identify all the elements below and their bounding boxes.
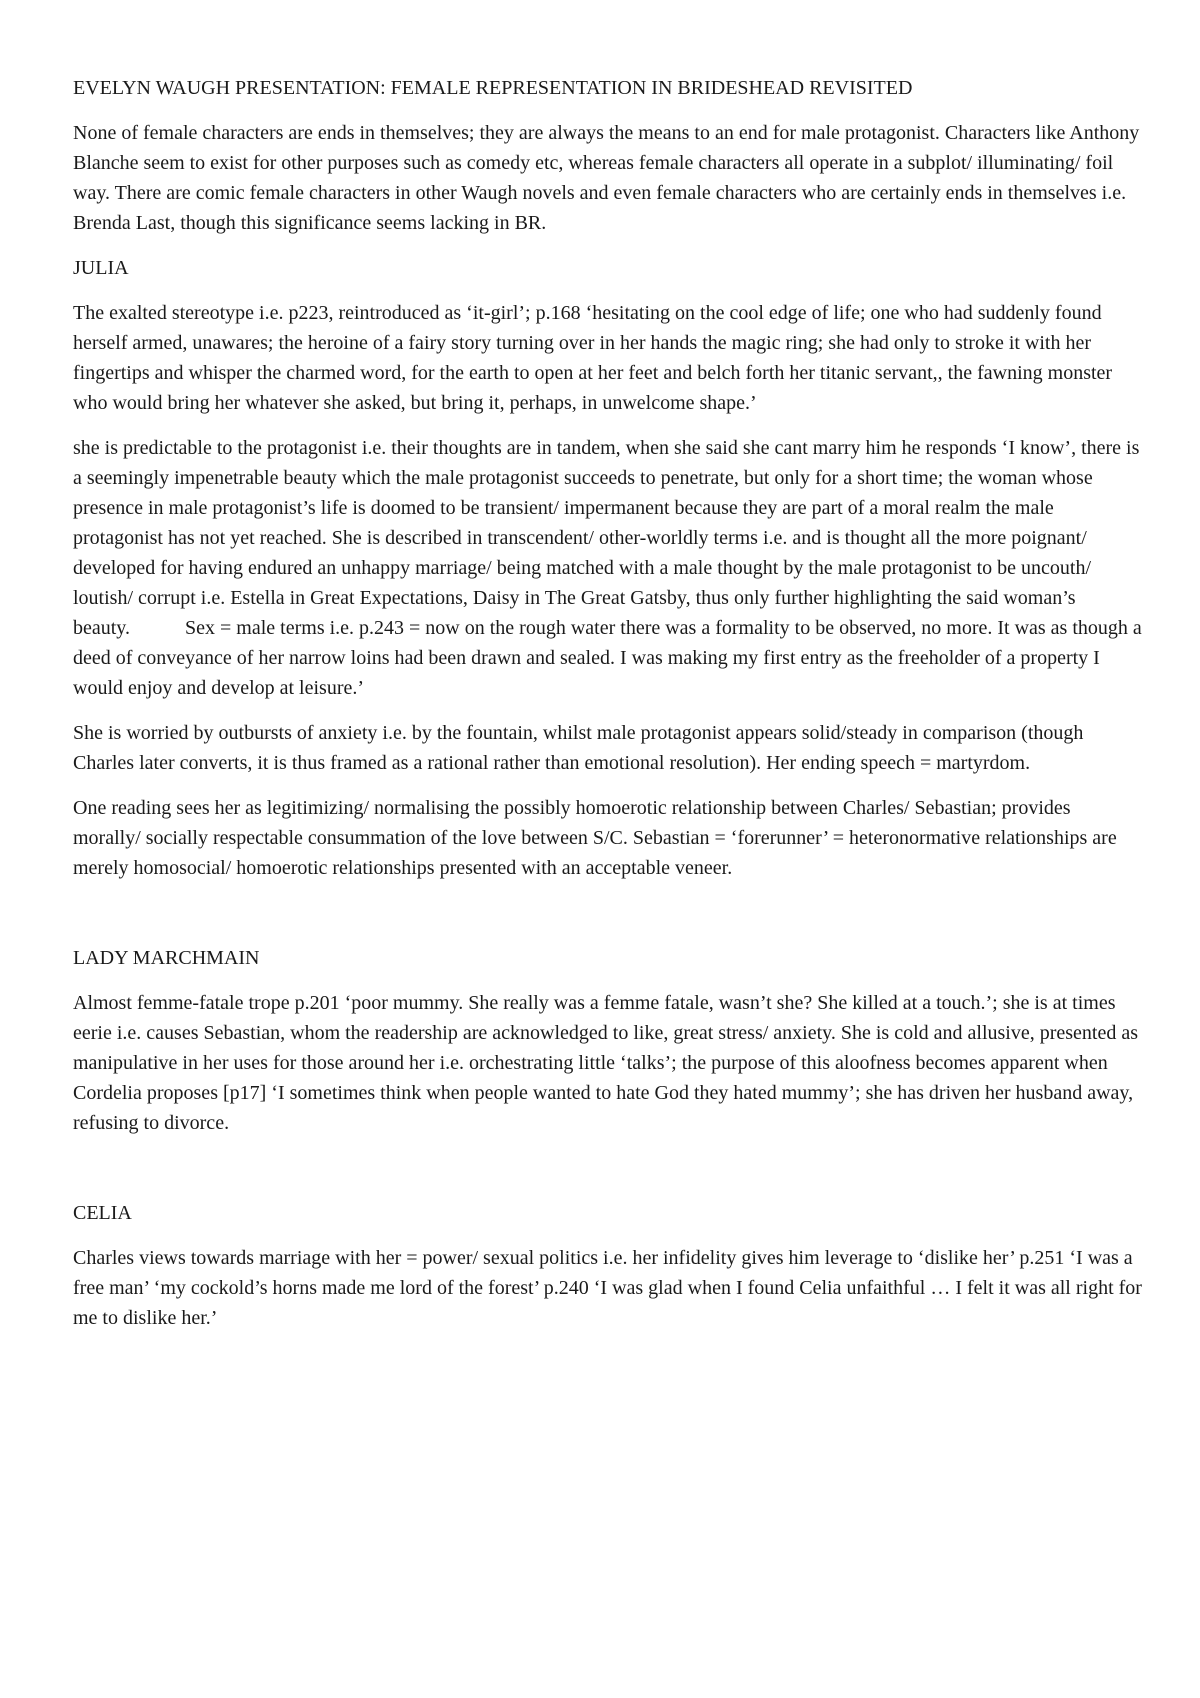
section-heading-julia: JULIA [73,257,129,279]
document-body [73,73,1143,1348]
section-heading-celia: CELIA [73,1202,132,1224]
section-gap [73,898,1143,943]
julia-paragraph-2-text: she is predictable to the protagonist i.e. their thoughts are in tandem, when she said she cant marry him he responds ‘I know’, there is a seemingly impenetrable beauty which the male protagonist succeeds to penetrate, but only for a short time; the woman whose presence in male protagonist’s life is doomed to be transient/ impermanent because they are part of a moral realm the male protagonist has not yet reached. She is described in transcendent/ other-worldly terms i.e. and is thought all the more poignant/ developed for having endured an unhappy marriage/ being matched with a male thought by the male protagonist to be uncouth/ loutish/ corrupt i.e. Estella in Great Expectations, Daisy in The Great Gatsby, thus only further highlighting the said woman’s beauty. [73,437,1140,639]
julia-paragraph-3: She is worried by outbursts of anxiety i.e. by the fountain, whilst male protagonist appears solid/steady in comparison (though Charles later converts, it is thus framed as a rational rather than emotional resolution). Her ending speech = martyrdom. [73,722,1084,774]
julia-paragraph-2 [73,433,1143,703]
section-heading-lady-marchmain: LADY MARCHMAIN [73,947,260,969]
lady-marchmain-paragraph: Almost femme-fatale trope p.201 ‘poor mummy. She really was a femme fatale, wasn’t she? She killed at a touch.’; she is at times eerie i.e. causes Sebastian, whom the readership are acknowledged to like, great stress/ anxiety. She is cold and allusive, presented as manipulative in her uses for those around her i.e. orchestrating little ‘talks’; the purpose of this aloofness becomes apparent when Cordelia proposes [p17] ‘I sometimes think when people wanted to hate God they hated mummy’; she has driven her husband away, refusing to divorce. [73,992,1139,1134]
celia-paragraph: Charles views towards marriage with her = power/ sexual politics i.e. her infidelity gives him leverage to ‘dislike her’ p.251 ‘I was a free man’ ‘my cockold’s horns made me lord of the forest’ p.240 ‘I was glad when I found Celia unfaithful … I felt it was all right for me to dislike her.’ [73,1247,1142,1329]
julia-paragraph-1: The exalted stereotype i.e. p223, reintroduced as ‘it-girl’; p.168 ‘hesitating on the cool edge of life; one who had suddenly found herself armed, unawares; the heroine of a fairy story turning over in her hands the magic ring; she had only to stroke it with her fingertips and whisper the charmed word, for the earth to open at her feet and belch forth her titanic servant,, the fawning monster who would bring her whatever she asked, but bring it, perhaps, in unwelcome shape.’ [73,302,1113,414]
julia-paragraph-2-sex-text: Sex = male terms i.e. p.243 = now on the rough water there was a formality to be observed, no more. It was as though a deed of conveyance of her narrow loins had been drawn and sealed. I was making my first entry as the freeholder of a property I would enjoy and develop at leisure.’ [73,617,1142,699]
julia-paragraph-2-spacer [130,617,185,639]
document-title: EVELYN WAUGH PRESENTATION: FEMALE REPRESENTATION IN BRIDESHEAD REVISITED [73,77,913,99]
intro-paragraph: None of female characters are ends in themselves; they are always the means to an end for male protagonist. Characters like Anthony Blanche seem to exist for other purposes such as comedy etc, whereas female characters all operate in a subplot/ illuminating/ foil way. There are comic female characters in other Waugh novels and even female characters who are certainly ends in themselves i.e. Brenda Last, though this significance seems lacking in BR. [73,122,1140,234]
section-gap [73,1153,1143,1198]
julia-paragraph-4: One reading sees her as legitimizing/ normalising the possibly homoerotic relationship between Charles/ Sebastian; provides morally/ socially respectable consummation of the love between S/C. Sebastian = ‘forerunner’ = heteronormative relationships are merely homosocial/ homoerotic relationships presented with an acceptable veneer. [73,797,1117,879]
